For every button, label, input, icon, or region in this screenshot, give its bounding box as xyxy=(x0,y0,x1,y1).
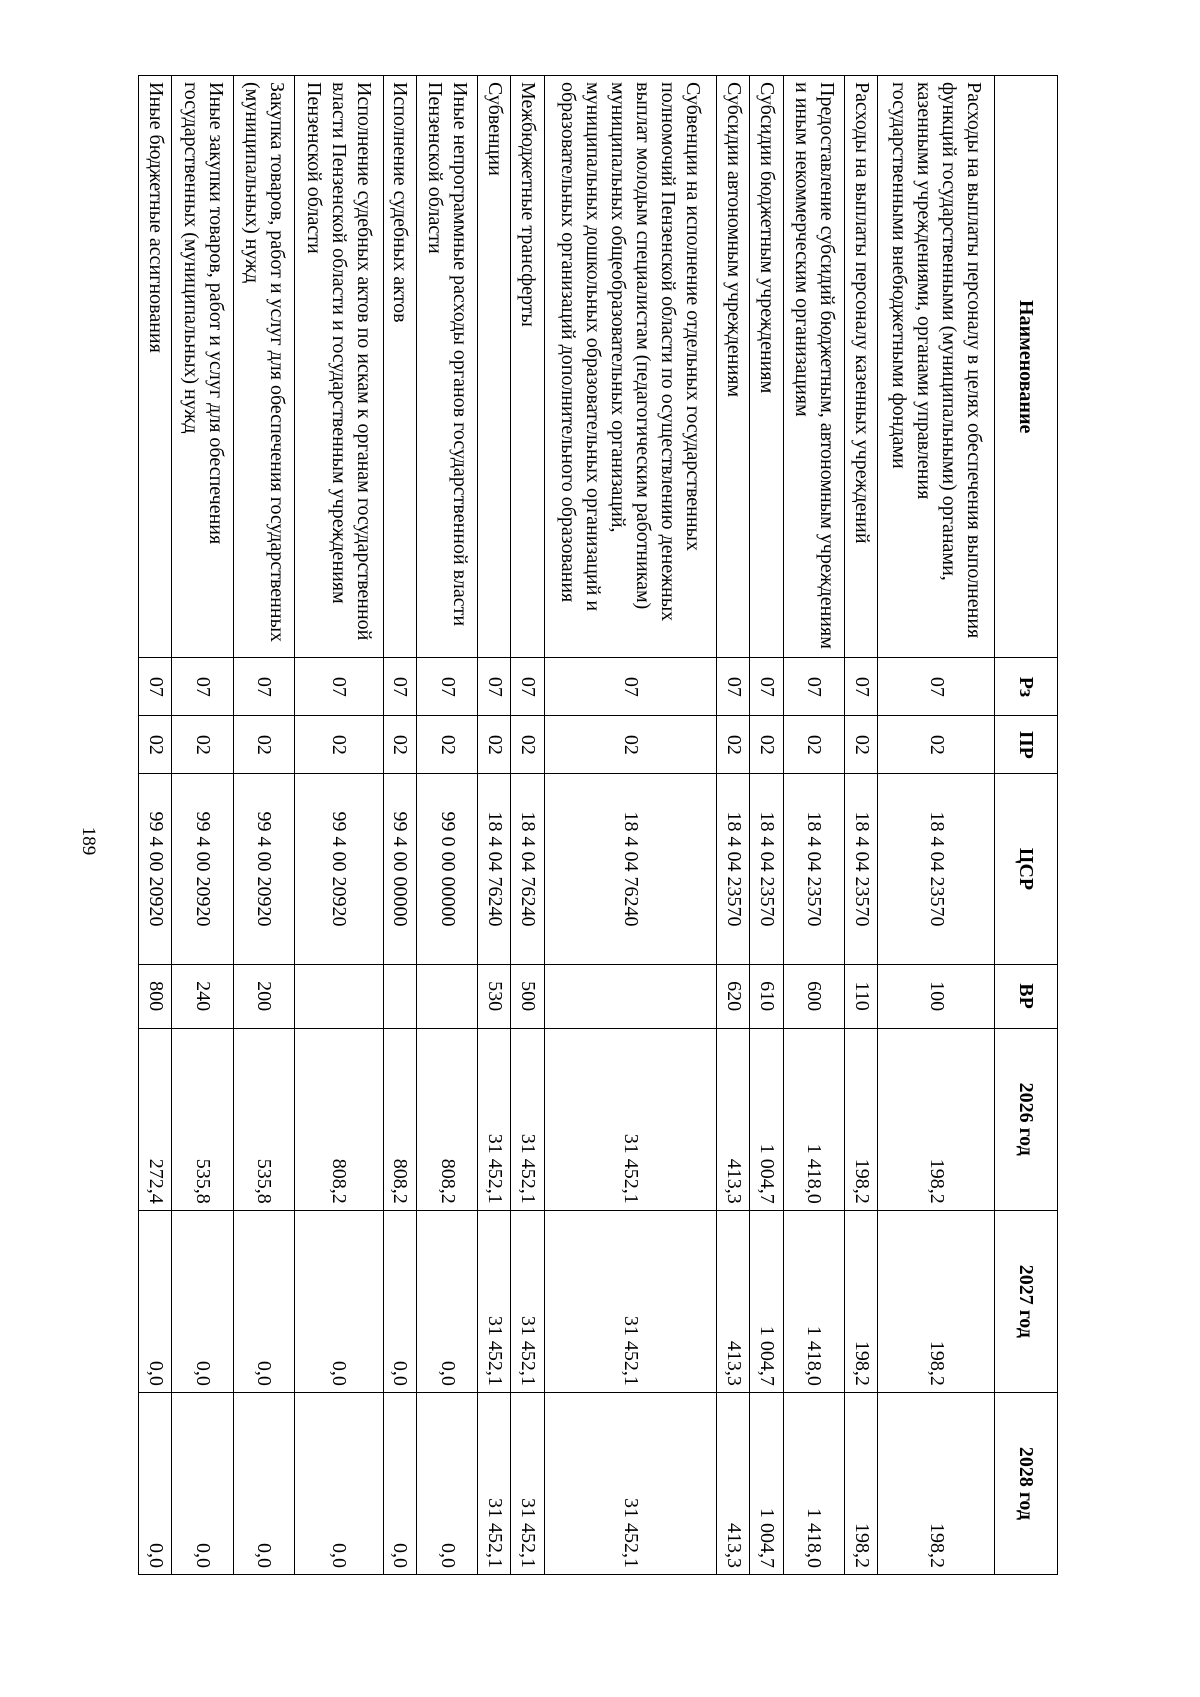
cell-2028: 31 452,1 xyxy=(478,1392,511,1574)
cell-rz: 07 xyxy=(878,658,995,716)
cell-csr: 18 4 04 23570 xyxy=(878,774,995,964)
cell-2026: 198,2 xyxy=(844,1028,877,1210)
cell-rz: 07 xyxy=(750,658,783,716)
table-row xyxy=(416,76,477,1575)
cell-2026: 198,2 xyxy=(878,1028,995,1210)
cell-2028: 0,0 xyxy=(233,1392,294,1574)
cell-2027: 198,2 xyxy=(878,1210,995,1392)
cell-rz: 07 xyxy=(233,658,294,716)
cell-pr: 02 xyxy=(511,716,544,774)
cell-vr xyxy=(383,964,416,1028)
cell-name: Иные закупки товаров, работ и услуг для обеспечения государственных (муниципальных) нужд xyxy=(172,76,233,658)
table-row xyxy=(478,76,511,1575)
cell-2027: 0,0 xyxy=(383,1210,416,1392)
cell-2026: 535,8 xyxy=(172,1028,233,1210)
cell-2027: 1 004,7 xyxy=(750,1210,783,1392)
header-pr: ПР xyxy=(995,716,1058,774)
cell-2028: 0,0 xyxy=(139,1392,172,1574)
cell-2027: 198,2 xyxy=(844,1210,877,1392)
cell-csr: 99 4 00 20920 xyxy=(172,774,233,964)
cell-2026: 31 452,1 xyxy=(478,1028,511,1210)
cell-2027: 0,0 xyxy=(294,1210,383,1392)
cell-pr: 02 xyxy=(416,716,477,774)
cell-vr: 240 xyxy=(172,964,233,1028)
header-2026: 2026 год xyxy=(995,1028,1058,1210)
cell-name: Расходы на выплаты персоналу в целях обеспечения выполнения функций государственными (муниципальными) органами, казенными учреждениями, органами управления государственными внебюджетными фондами xyxy=(878,76,995,658)
cell-2027: 1 418,0 xyxy=(783,1210,844,1392)
cell-csr: 18 4 04 76240 xyxy=(511,774,544,964)
cell-vr: 110 xyxy=(844,964,877,1028)
cell-csr: 18 4 04 23570 xyxy=(717,774,750,964)
cell-vr: 610 xyxy=(750,964,783,1028)
cell-csr: 18 4 04 23570 xyxy=(783,774,844,964)
cell-csr: 99 4 00 00000 xyxy=(383,774,416,964)
cell-pr: 02 xyxy=(750,716,783,774)
cell-2026: 808,2 xyxy=(383,1028,416,1210)
table-row xyxy=(511,76,544,1575)
cell-name: Субвенции xyxy=(478,76,511,658)
cell-2028: 0,0 xyxy=(172,1392,233,1574)
cell-2026: 808,2 xyxy=(416,1028,477,1210)
cell-name: Исполнение судебных актов по искам к органам государственной власти Пензенской области и государственным учреждениям Пензенской области xyxy=(294,76,383,658)
cell-pr: 02 xyxy=(383,716,416,774)
header-name: Наименование xyxy=(995,76,1058,658)
table-row xyxy=(383,76,416,1575)
cell-2028: 1 418,0 xyxy=(783,1392,844,1574)
header-2027: 2027 год xyxy=(995,1210,1058,1392)
table-row xyxy=(172,76,233,1575)
cell-name: Иные непрограммные расходы органов государственной власти Пензенской области xyxy=(416,76,477,658)
cell-pr: 02 xyxy=(478,716,511,774)
cell-csr: 18 4 04 23570 xyxy=(750,774,783,964)
table-row xyxy=(139,76,172,1575)
cell-vr: 600 xyxy=(783,964,844,1028)
cell-rz: 07 xyxy=(139,658,172,716)
cell-2027: 413,3 xyxy=(717,1210,750,1392)
header-vr: ВР xyxy=(995,964,1058,1028)
cell-csr: 99 0 00 00000 xyxy=(416,774,477,964)
cell-2026: 272,4 xyxy=(139,1028,172,1210)
cell-csr: 18 4 04 76240 xyxy=(478,774,511,964)
cell-pr: 02 xyxy=(844,716,877,774)
header-csr: ЦСР xyxy=(995,774,1058,964)
cell-pr: 02 xyxy=(717,716,750,774)
cell-csr: 99 4 00 20920 xyxy=(294,774,383,964)
cell-rz: 07 xyxy=(478,658,511,716)
cell-rz: 07 xyxy=(511,658,544,716)
cell-2026: 413,3 xyxy=(717,1028,750,1210)
cell-2028: 198,2 xyxy=(878,1392,995,1574)
cell-2028: 0,0 xyxy=(416,1392,477,1574)
cell-name: Исполнение судебных актов xyxy=(383,76,416,658)
cell-2027: 0,0 xyxy=(416,1210,477,1392)
cell-2028: 0,0 xyxy=(294,1392,383,1574)
cell-name: Расходы на выплаты персоналу казенных учреждений xyxy=(844,76,877,658)
table-row xyxy=(783,76,844,1575)
cell-pr: 02 xyxy=(878,716,995,774)
cell-name: Межбюджетные трансферты xyxy=(511,76,544,658)
cell-2028: 198,2 xyxy=(844,1392,877,1574)
cell-rz: 07 xyxy=(294,658,383,716)
cell-name: Субсидии автономным учреждениям xyxy=(717,76,750,658)
cell-2026: 31 452,1 xyxy=(544,1028,716,1210)
cell-pr: 02 xyxy=(139,716,172,774)
header-rz: Рз xyxy=(995,658,1058,716)
cell-name: Субвенции на исполнение отдельных государственных полномочий Пензенской области по осуществлению денежных выплат молодым специалистам (педагогическим работникам) муниципальных общеобразовательных организаций, муниципальных дошкольных образовательных организаций и образовательных организаций дополнительного образования xyxy=(544,76,716,658)
cell-2026: 535,8 xyxy=(233,1028,294,1210)
table-row xyxy=(294,76,383,1575)
cell-rz: 07 xyxy=(172,658,233,716)
cell-pr: 02 xyxy=(294,716,383,774)
table-row xyxy=(717,76,750,1575)
cell-2026: 808,2 xyxy=(294,1028,383,1210)
table-header-row xyxy=(995,76,1058,1575)
table-row xyxy=(750,76,783,1575)
rotated-table-container xyxy=(138,75,1058,1575)
cell-2028: 413,3 xyxy=(717,1392,750,1574)
cell-2028: 31 452,1 xyxy=(511,1392,544,1574)
cell-2028: 0,0 xyxy=(383,1392,416,1574)
cell-csr: 18 4 04 23570 xyxy=(844,774,877,964)
cell-vr: 100 xyxy=(878,964,995,1028)
cell-2027: 31 452,1 xyxy=(544,1210,716,1392)
cell-rz: 07 xyxy=(383,658,416,716)
cell-name: Субсидии бюджетным учреждениям xyxy=(750,76,783,658)
table-row xyxy=(233,76,294,1575)
cell-pr: 02 xyxy=(544,716,716,774)
cell-rz: 07 xyxy=(844,658,877,716)
cell-name: Иные бюджетные ассигнования xyxy=(139,76,172,658)
table-row xyxy=(878,76,995,1575)
cell-csr: 18 4 04 76240 xyxy=(544,774,716,964)
cell-2028: 1 004,7 xyxy=(750,1392,783,1574)
cell-vr xyxy=(544,964,716,1028)
cell-csr: 99 4 00 20920 xyxy=(233,774,294,964)
cell-2027: 0,0 xyxy=(172,1210,233,1392)
cell-rz: 07 xyxy=(416,658,477,716)
cell-2026: 31 452,1 xyxy=(511,1028,544,1210)
cell-2026: 1 418,0 xyxy=(783,1028,844,1210)
cell-2027: 31 452,1 xyxy=(511,1210,544,1392)
table-row xyxy=(544,76,716,1575)
page-number: 189 xyxy=(78,826,99,856)
budget-table xyxy=(138,75,1058,1575)
header-2028: 2028 год xyxy=(995,1392,1058,1574)
cell-2027: 31 452,1 xyxy=(478,1210,511,1392)
cell-vr: 620 xyxy=(717,964,750,1028)
cell-name: Предоставление субсидий бюджетным, автономным учреждениям и иным некоммерческим организациям xyxy=(783,76,844,658)
cell-rz: 07 xyxy=(544,658,716,716)
cell-vr xyxy=(294,964,383,1028)
cell-vr: 200 xyxy=(233,964,294,1028)
cell-2028: 31 452,1 xyxy=(544,1392,716,1574)
cell-2027: 0,0 xyxy=(139,1210,172,1392)
cell-2027: 0,0 xyxy=(233,1210,294,1392)
cell-pr: 02 xyxy=(172,716,233,774)
cell-rz: 07 xyxy=(783,658,844,716)
cell-vr xyxy=(416,964,477,1028)
table-row xyxy=(844,76,877,1575)
cell-vr: 800 xyxy=(139,964,172,1028)
cell-pr: 02 xyxy=(233,716,294,774)
cell-vr: 500 xyxy=(511,964,544,1028)
cell-pr: 02 xyxy=(783,716,844,774)
cell-csr: 99 4 00 20920 xyxy=(139,774,172,964)
cell-2026: 1 004,7 xyxy=(750,1028,783,1210)
cell-vr: 530 xyxy=(478,964,511,1028)
cell-name: Закупка товаров, работ и услуг для обеспечения государственных (муниципальных) нужд xyxy=(233,76,294,658)
cell-rz: 07 xyxy=(717,658,750,716)
